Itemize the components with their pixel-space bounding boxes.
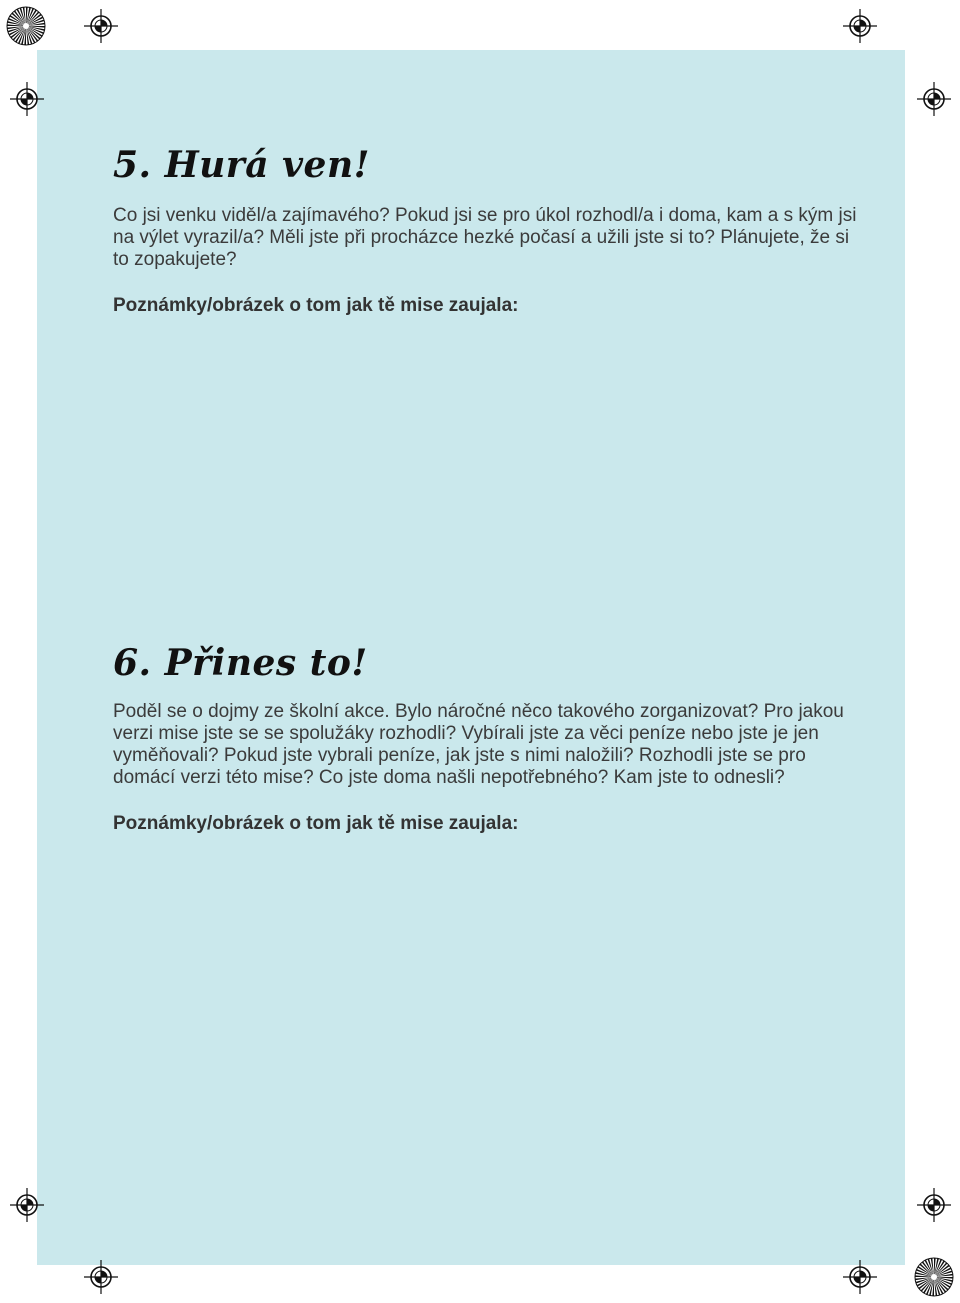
registration-mark-icon bbox=[10, 82, 44, 116]
registration-mark-icon bbox=[917, 1188, 951, 1222]
registration-mark-icon bbox=[843, 9, 877, 43]
section-5-notes-label: Poznámky/obrázek o tom jak tě mise zaujala: bbox=[113, 295, 519, 316]
registration-mark-icon bbox=[917, 82, 951, 116]
section-6-notes-label: Poznámky/obrázek o tom jak tě mise zaujala: bbox=[113, 813, 519, 834]
registration-mark-icon bbox=[84, 1260, 118, 1294]
section-5 bbox=[113, 144, 857, 317]
registration-mark-icon bbox=[10, 1188, 44, 1222]
section-5-text: Co jsi venku viděl/a zajímavého? Pokud jsi se pro úkol rozhodl/a i doma, kam a s kým jsi na výlet vyrazil/a? Měli jste při procházce hezké počasí a užili jste si to? Plánujete, že si to zopakujete? bbox=[113, 205, 857, 270]
registration-mark-icon bbox=[84, 9, 118, 43]
registration-mark-icon bbox=[843, 1260, 877, 1294]
section-5-heading: 5. Hurá ven! bbox=[113, 144, 370, 186]
section-6-text: Poděl se o dojmy ze školní akce. Bylo náročné něco takového zorganizovat? Pro jakou verzi mise jste se se spolužáky rozhodli? Vybírali jste za věci peníze nebo jste je jen vyměňovali? Pokud jste vybrali peníze, jak jste s nimi naložili? Rozhodli jste se pro domácí verzi této mise? Co jste doma našli nepotřebného? Kam jste to odnesli? bbox=[113, 701, 844, 788]
color-bar-burst-icon bbox=[914, 1257, 954, 1297]
color-bar-burst-icon bbox=[6, 6, 46, 46]
section-6 bbox=[113, 643, 853, 835]
section-6-heading: 6. Přines to! bbox=[113, 642, 368, 684]
